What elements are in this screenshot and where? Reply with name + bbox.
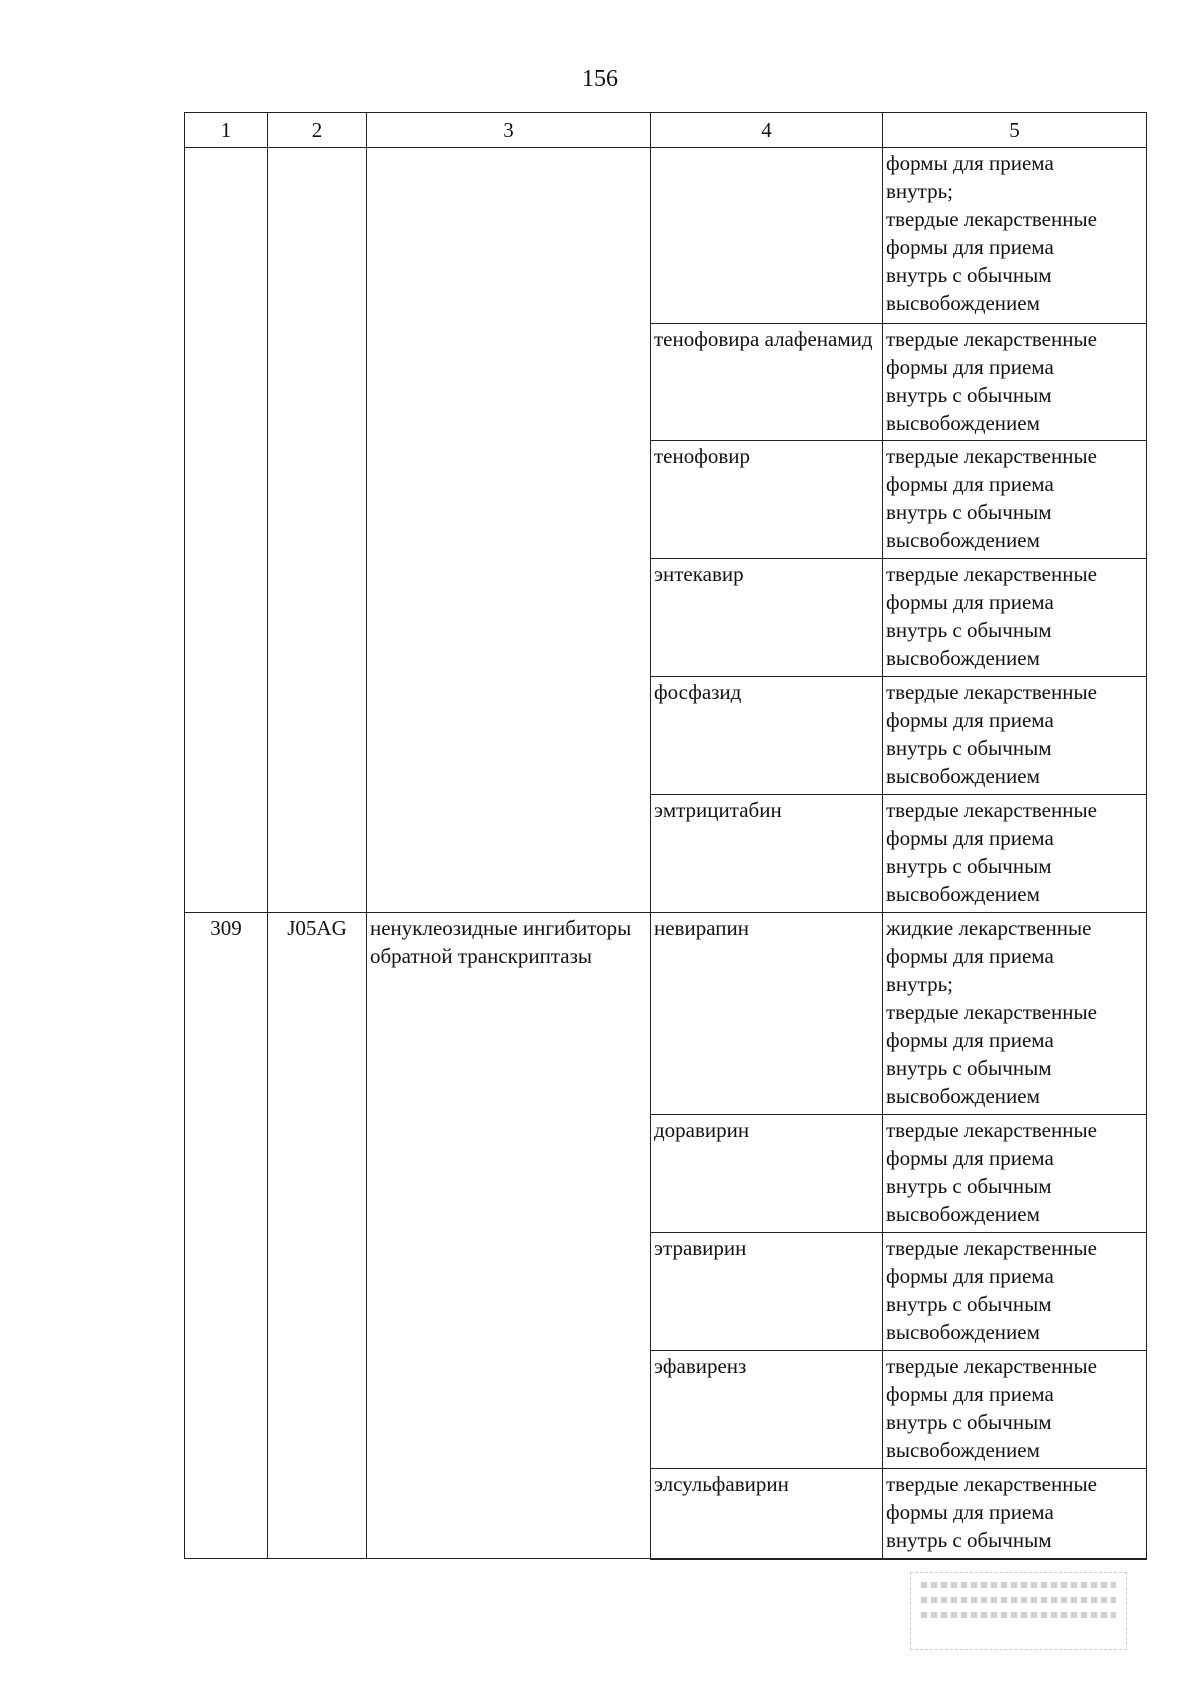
drug-name: фосфазид	[651, 677, 883, 795]
dosage-forms: твердые лекарственные формы для приема внутрь с обычным	[883, 1469, 1147, 1559]
group-code: J05AG	[268, 913, 367, 1559]
header-col-1: 1	[185, 113, 268, 148]
table-row	[185, 148, 1147, 324]
dosage-forms: формы для приема внутрь; твердые лекарственные формы для приема внутрь с обычным высвобождением	[883, 148, 1147, 324]
group-name-cell	[367, 148, 651, 913]
dosage-forms: твердые лекарственные формы для приема внутрь с обычным высвобождением	[883, 1115, 1147, 1233]
dosage-forms: твердые лекарственные формы для приема внутрь с обычным высвобождением	[883, 559, 1147, 677]
drug-table	[184, 112, 1147, 1560]
drug-name: элсульфавирин	[651, 1469, 883, 1559]
dosage-forms: твердые лекарственные формы для приема внутрь с обычным высвобождением	[883, 1233, 1147, 1351]
group-name: ненуклеозидные ингибиторы обратной транскриптазы	[367, 913, 651, 1559]
dosage-forms: твердые лекарственные формы для приема внутрь с обычным высвобождением	[883, 441, 1147, 559]
header-col-4: 4	[651, 113, 883, 148]
stamp-line	[921, 1612, 1116, 1618]
drug-name: эфавиренз	[651, 1351, 883, 1469]
drug-name: тенофовира алафенамид	[651, 324, 883, 441]
dosage-forms: твердые лекарственные формы для приема внутрь с обычным высвобождением	[883, 795, 1147, 913]
dosage-forms: твердые лекарственные формы для приема внутрь с обычным высвобождением	[883, 677, 1147, 795]
header-col-2: 2	[268, 113, 367, 148]
drug-name	[651, 148, 883, 324]
drug-name: этравирин	[651, 1233, 883, 1351]
group-code-cell	[268, 148, 367, 913]
group-number: 309	[185, 913, 268, 1559]
faded-stamp	[910, 1572, 1127, 1650]
page-number: 156	[582, 66, 618, 92]
drug-name: невирапин	[651, 913, 883, 1115]
group-number-cell	[185, 148, 268, 913]
stamp-line	[921, 1597, 1116, 1603]
drug-name: доравирин	[651, 1115, 883, 1233]
table-row	[185, 913, 1147, 1115]
header-col-3: 3	[367, 113, 651, 148]
stamp-line	[921, 1582, 1116, 1588]
dosage-forms: твердые лекарственные формы для приема внутрь с обычным высвобождением	[883, 1351, 1147, 1469]
header-row	[185, 113, 1147, 148]
dosage-forms: твердые лекарственные формы для приема внутрь с обычным высвобождением	[883, 324, 1147, 441]
header-col-5: 5	[883, 113, 1147, 148]
drug-name: эмтрицитабин	[651, 795, 883, 913]
dosage-forms: жидкие лекарственные формы для приема внутрь; твердые лекарственные формы для приема внутрь с обычным высвобождением	[883, 913, 1147, 1115]
drug-name: энтекавир	[651, 559, 883, 677]
drug-name: тенофовир	[651, 441, 883, 559]
